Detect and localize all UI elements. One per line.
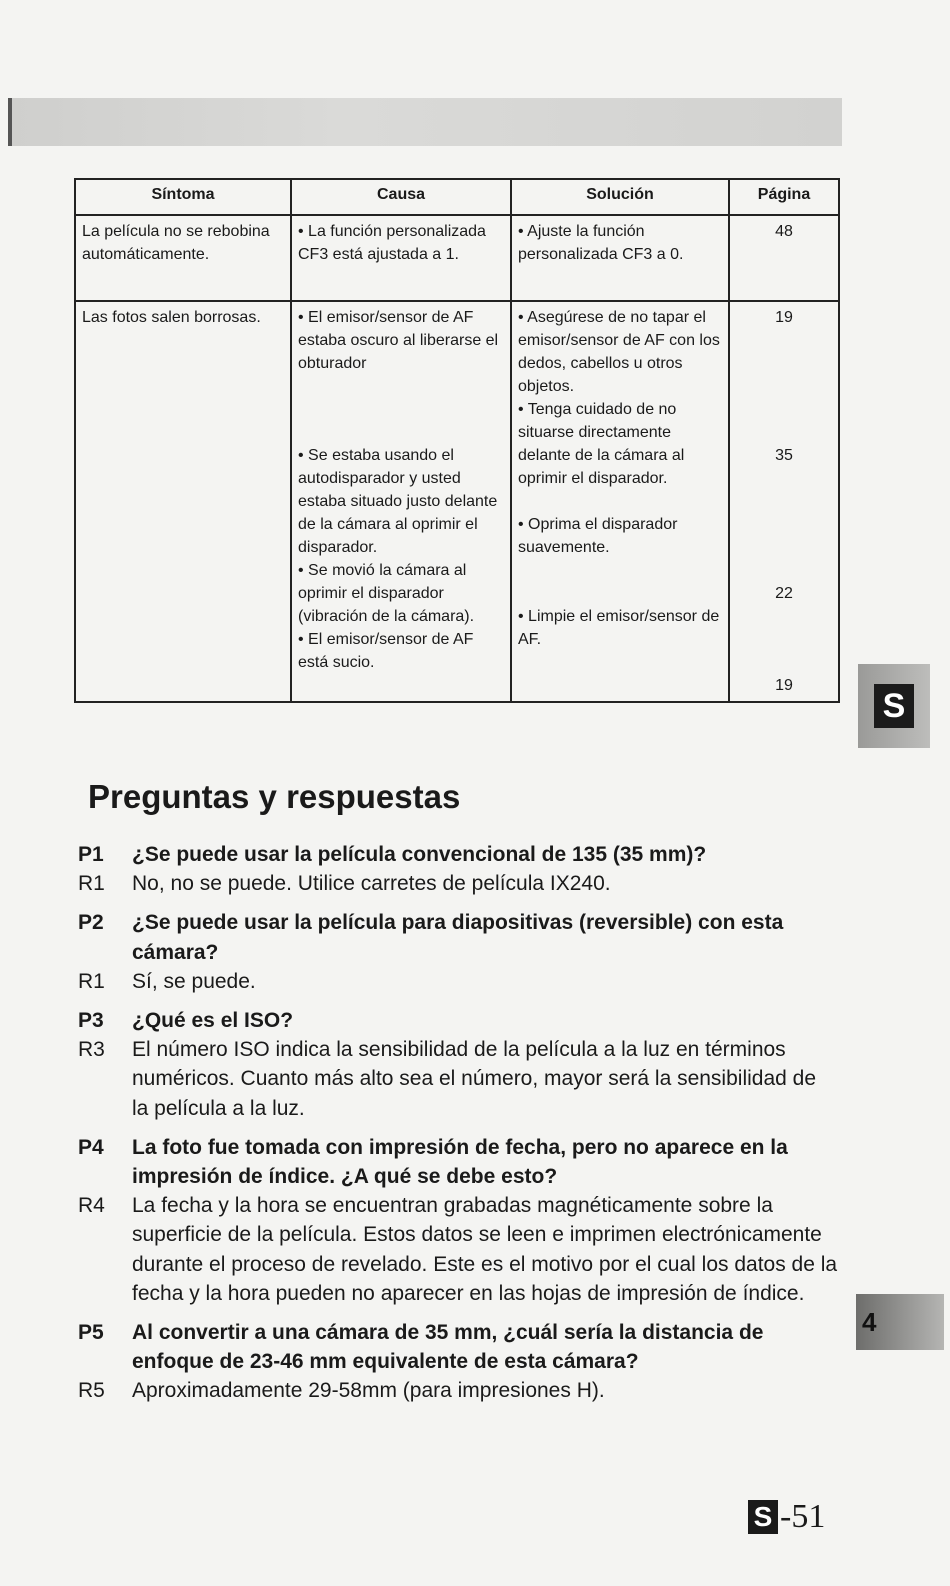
solution-cell: • Ajuste la función personalizada CF3 a 0. [511,215,729,301]
page-cell: 48 [729,215,839,301]
answer [78,1191,838,1308]
question-text: Al convertir a una cámara de 35 mm, ¿cuál sería la distancia de enfoque de 23-46 mm equivalente de esta cámara? [132,1321,764,1374]
answer-text: La fecha y la hora se encuentran grabadas magnéticamente sobre la superficie de la película. Estos datos se leen e imprimen electrónicamente durante el proceso de revelado. Este es el motivo por el cual los datos de la fecha y la hora pueden no aparecer en las hojas de impresión de índice. [132,1194,838,1305]
table-header-row [75,179,839,215]
question-text: ¿Se puede usar la película convencional de 135 (35 mm)? [132,843,707,866]
answer-text: Aproximadamente 29-58mm (para impresiones H). [132,1379,605,1403]
question [78,1006,838,1035]
solution-cell [511,301,729,702]
question [78,840,838,869]
header-page: Página [729,179,839,215]
question-text: ¿Qué es el ISO? [132,1009,294,1033]
question-label: P2 [78,911,104,935]
solution-item: • Oprima el disparador suavemente. [518,516,678,556]
page-ref: 19 [775,677,793,694]
cause-item: • Se movió la cámara al oprimir el disparador (vibración de la cámara). [298,562,475,625]
symptom-cell: La película no se rebobina automáticamente. [75,215,291,301]
question-label: P1 [78,843,104,866]
question-label: P4 [78,1135,104,1159]
header-cause: Causa [291,179,511,215]
answer-label: R5 [78,1379,105,1403]
answer-text: Sí, se puede. [132,969,256,993]
question [78,1318,838,1376]
chapter-header-bar [8,98,842,146]
header-solution: Solución [511,179,729,215]
question-text: ¿Se puede usar la película para diapositivas (reversible) con esta cámara? [132,911,784,964]
symptom-cell: Las fotos salen borrosas. [75,301,291,702]
question-label: P3 [78,1009,104,1033]
page-cell [729,301,839,702]
solution-item: • Asegúrese de no tapar el emisor/sensor de AF con los dedos, cabellos u otros objetos. [518,309,720,395]
cause-cell: • La función personalizada CF3 está ajustada a 1. [291,215,511,301]
answer [78,869,838,898]
qa-title: Preguntas y respuestas [88,778,461,815]
answer [78,1035,838,1123]
answer [78,1376,838,1405]
cause-item: • Se estaba usando el autodisparador y usted estaba situado justo delante de la cámara al oprimir el disparador. [298,447,498,556]
answer-label: R1 [78,872,105,896]
qa-list [78,840,838,1406]
page-ref: 35 [775,447,793,464]
chapter-tab: 4 [856,1294,944,1350]
header-symptom: Síntoma [75,179,291,215]
cause-item: • El emisor/sensor de AF está sucio. [298,631,474,671]
solution-item: • Tenga cuidado de no situarse directamente delante de la cámara al oprimir el disparador. [518,401,685,487]
answer-text: No, no se puede. Utilice carretes de película IX240. [132,872,611,896]
troubleshooting-table [74,178,840,703]
answer [78,967,838,996]
page-ref: 19 [775,309,793,326]
answer-label: R3 [78,1038,105,1062]
table-row [75,301,839,702]
cause-cell [291,301,511,702]
table-row [75,215,839,301]
cause-item: • El emisor/sensor de AF estaba oscuro al liberarse el obturador [298,309,499,372]
section-tab-letter: S [874,684,914,728]
section-tab [858,664,930,748]
page-number-text: -51 [780,1498,826,1535]
answer-text: El número ISO indica la sensibilidad de la película a la luz en términos numéricos. Cuanto más alto sea el número, mayor será la sensibilidad de la película a la luz. [132,1038,817,1120]
question-text: La foto fue tomada con impresión de fecha, pero no aparece en la impresión de índice. ¿A qué se debe esto? [132,1135,788,1189]
question [78,1133,838,1191]
page-section-letter: S [748,1500,778,1534]
answer-label: R1 [78,969,105,993]
solution-item: • Limpie el emisor/sensor de AF. [518,608,720,648]
question-label: P5 [78,1321,104,1345]
question [78,908,838,966]
page-ref: 22 [775,585,793,602]
answer-label: R4 [78,1194,105,1218]
page-number [748,1496,825,1538]
